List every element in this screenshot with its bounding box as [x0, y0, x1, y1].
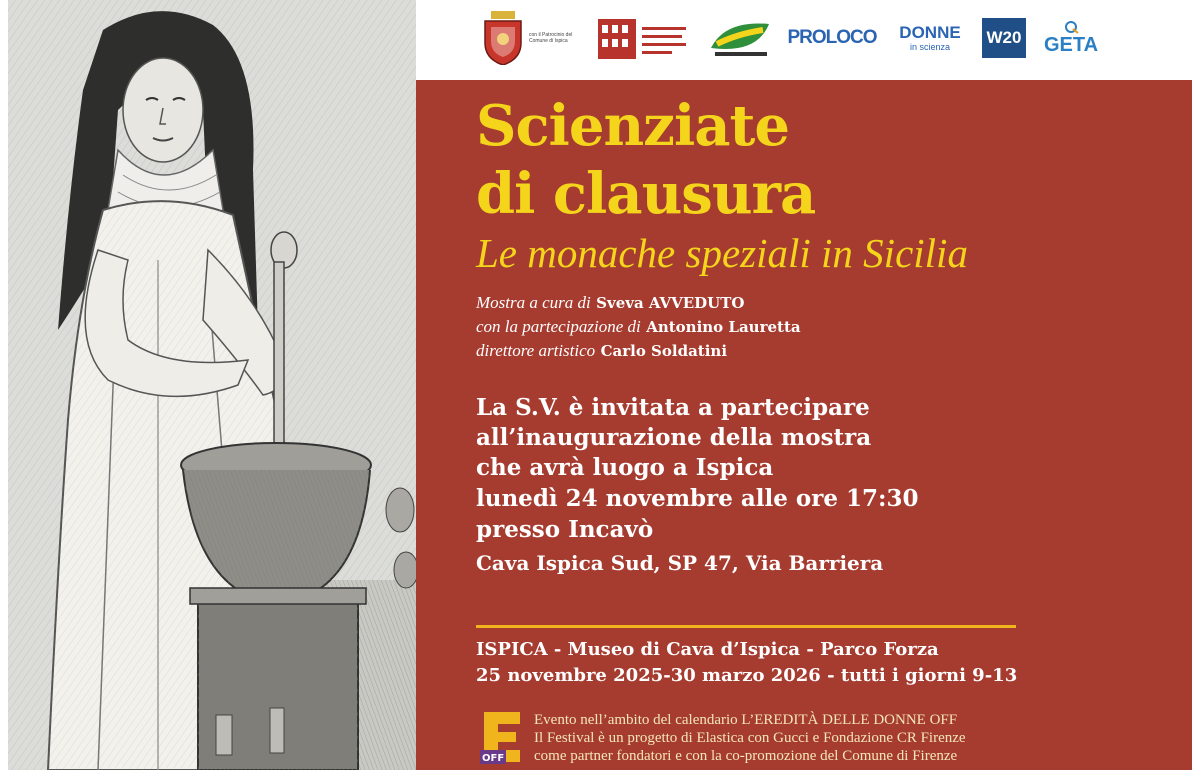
invitation-place: presso Incavò	[476, 516, 654, 543]
slow-event-logo	[700, 10, 780, 66]
venue-dates: 25 novembre 2025-30 marzo 2026 - tutti i giorni 9-13	[476, 665, 1018, 686]
event-note-line: Il Festival è un progetto di Elastica con Gucci e Fondazione CR Firenze	[534, 730, 966, 746]
credit-person: Antonino Lauretta	[646, 318, 801, 336]
event-note-line: Evento nell’ambito del calendario L’EREDITÀ DELLE DONNE OFF	[534, 712, 958, 728]
invitation-line: che avrà luogo a Ispica	[476, 454, 774, 481]
poster-panel	[416, 80, 1192, 770]
geta-logo	[1036, 10, 1106, 66]
nun-apothecary-illustration	[8, 0, 416, 770]
w20-badge	[982, 18, 1026, 58]
sponsor-logo-strip	[416, 0, 1200, 80]
geta-mark-icon	[1063, 20, 1079, 34]
invitation-line: all’inaugurazione della mostra	[476, 424, 872, 451]
ispica-crest-logo	[478, 10, 588, 66]
eredita-off-logo	[480, 710, 524, 766]
credit-curator	[476, 292, 744, 314]
w20-logo	[980, 10, 1028, 66]
credit-participation	[476, 316, 801, 338]
building-icon	[596, 13, 692, 63]
invitation-line: La S.V. è invitata a partecipare	[476, 394, 870, 421]
patronage-caption: con il Patrocinio del Comune di Ispica	[529, 32, 573, 44]
forum-logo	[594, 10, 694, 66]
divider-line	[476, 625, 1016, 628]
nun-engraving-image	[8, 0, 416, 770]
address: Cava Ispica Sud, SP 47, Via Barriera	[476, 551, 884, 575]
proloco-wordmark: PROLOCO	[787, 27, 877, 48]
event-note-line: come partner fondatori e con la co-promozione del Comune di Firenze	[534, 748, 958, 764]
credit-role: con la partecipazione di	[476, 317, 641, 336]
proloco-logo	[780, 10, 884, 66]
crest-icon	[481, 11, 525, 65]
credit-art-director	[476, 340, 727, 362]
donne-wordmark: DONNE	[899, 23, 961, 42]
credit-person: Sveva AVVEDUTO	[596, 294, 745, 312]
title-line-1: Scienziate	[476, 93, 790, 159]
credit-role: direttore artistico	[476, 341, 596, 360]
geta-wordmark: GETA	[1043, 34, 1099, 56]
off-badge-text: OFF	[482, 753, 505, 764]
invitation-date: lunedì 24 novembre alle ore 17:30	[476, 485, 919, 512]
venue-location: ISPICA - Museo di Cava d’Ispica - Parco Forza	[476, 639, 939, 660]
donne-scienza-logo	[888, 10, 972, 66]
title-line-2: di clausura	[476, 161, 816, 227]
subtitle: Le monache speziali in Sicilia	[476, 230, 968, 276]
credit-person: Carlo Soldatini	[600, 342, 728, 360]
w20-wordmark: W20	[986, 28, 1022, 47]
in-scienza-wordmark: in scienza	[909, 42, 951, 52]
credit-role: Mostra a cura di	[476, 293, 591, 312]
leaf-badge-icon	[707, 14, 773, 62]
